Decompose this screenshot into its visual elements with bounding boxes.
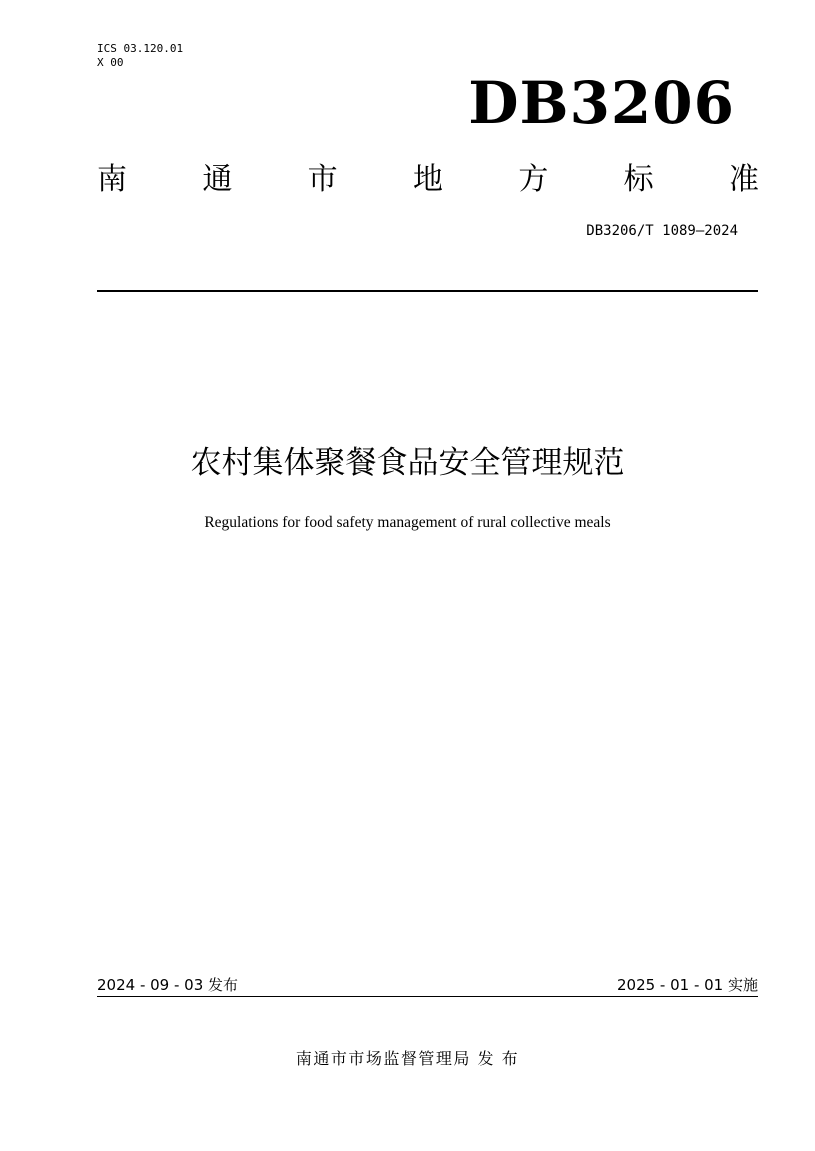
ccs-code: X 00 [97,56,124,69]
standard-type-char: 市 [307,162,338,197]
classification-codes [97,42,183,70]
implementation-date: 2025 - 01 - 01 实施 [616,976,758,994]
ics-code: ICS 03.120.01 [97,42,184,55]
standard-number: DB3206/T 1089—2024 [586,223,738,239]
standard-type-char: 地 [412,162,443,197]
issue-date: 2024 - 09 - 03 发布 [97,976,239,994]
standard-type-char: 标 [623,162,654,197]
issuing-authority: 南通市市场监督管理局 发 布 [295,1049,520,1068]
standard-type-char: 方 [518,162,549,197]
standard-type-char: 通 [202,162,233,197]
standard-logo: DB3206 [468,69,735,137]
date-line [97,974,758,997]
standard-type-char: 南 [97,162,127,197]
document-title-english: Regulations for food safety management of rural collective meals [204,514,611,531]
document-title-chinese: 农村集体聚餐食品安全管理规范 [190,445,625,481]
header-divider [97,290,758,292]
standard-type-char: 准 [728,162,759,197]
standard-type-heading [97,158,759,202]
